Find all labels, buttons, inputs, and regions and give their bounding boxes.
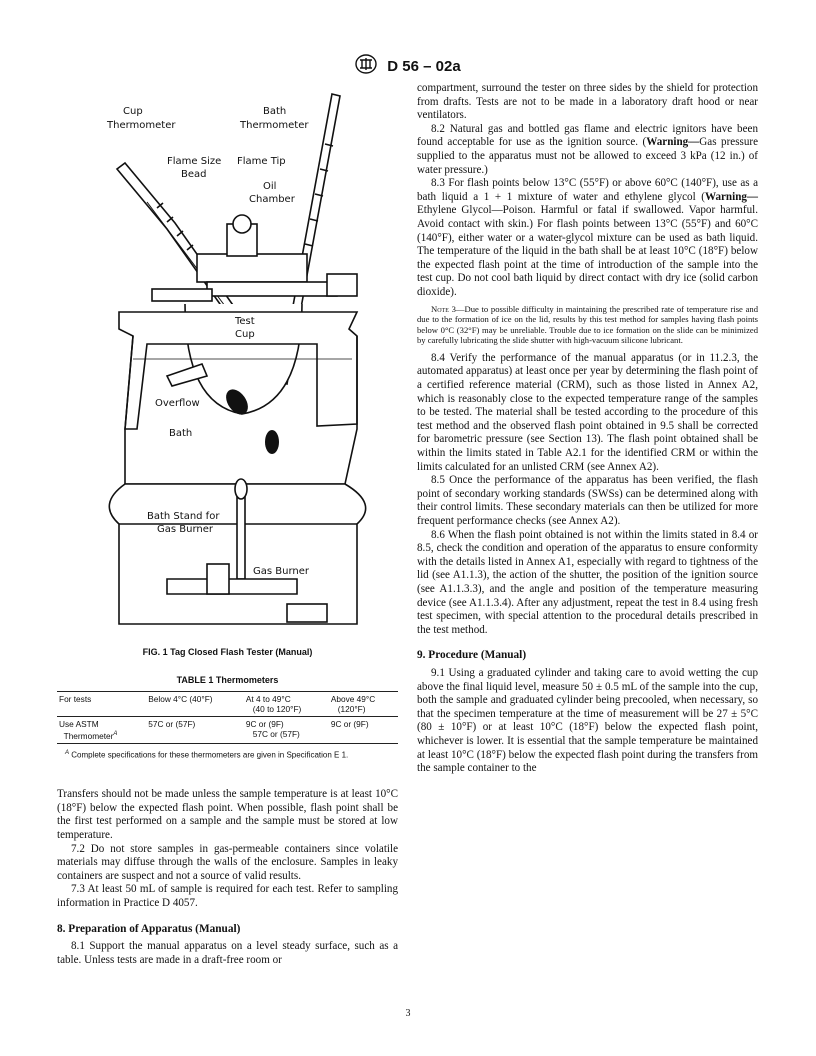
table-footnote: $^A$ Complete specifications for these thermometers are given in Specification E 1.	[65, 749, 349, 760]
section-8-heading: 8. Preparation of Apparatus (Manual)	[57, 922, 241, 935]
label-test-cup-2: Cup	[235, 329, 255, 340]
table-cell: At 4 to 49°C (40 to 120°F)	[244, 692, 329, 717]
label-bath-stand-1: Bath Stand for	[147, 511, 220, 522]
table-row	[57, 717, 398, 744]
paragraph-8-6: 8.6 When the flash point obtained is not within the limits stated in 8.4 or 8.5, check the condition and operation of the apparatus to ensure conformity with the details listed in Annex A1, especially with regard to tightness of the lid (see A1.1.3), the action of the shutter, the position of the ignition source (see A1.1.3.3), and the angle and position of the temperature measuring device (see A1.1.3.4). After any adjustment, repeat the test in 8.4 using fresh test specimen, with special attention to the procedural details prescribed in the test method.	[417, 528, 758, 636]
label-cup-thermometer-1: Cup	[123, 106, 143, 117]
table-cell: 57C or (57F)	[146, 717, 244, 744]
paragraph-8-1-continued: compartment, surround the tester on three sides by the shield for protection from drafts. Tests are not to be made in a laboratory draft hood or near ventilators.	[417, 82, 758, 122]
figure-caption: FIG. 1 Tag Closed Flash Tester (Manual)	[142, 647, 313, 657]
table-cell: Use ASTM Thermometer$^A$	[57, 717, 146, 744]
label-flame-tip: Flame Tip	[237, 156, 286, 167]
table-cell: 9C or (9F) 57C or (57F)	[244, 717, 329, 744]
label-oil-1: Oil	[263, 181, 277, 192]
label-cup-thermometer-2: Thermometer	[107, 120, 176, 131]
paragraph-8-2: 8.2 Natural gas and bottled gas flame and electric ignitors have been found acceptable for use as the ignition source. (Warning—Gas pressure supplied to the apparatus must not be allowed to exceed 3 kPa (12 in.) of water pressure.)	[417, 122, 758, 176]
table-cell: 9C or (9F)	[329, 717, 398, 744]
paragraph-9-1: 9.1 Using a graduated cylinder and taking care to avoid wetting the cup above the final liquid level, measure 50 ± 0.5 mL of the sample into the cup, both the sample and graduated cylinder being precooled, when necessary, so that the specimen temperature at the time of measurement will be 27 ± 5°C (80 ± 10°F) or at least 10°C (18°F) below the expected flash point, whichever is lower. It is essential that the sample temperature be maintained at least 10°C (18°F) below the expected flash point during the transfers from the sample container to the	[417, 666, 758, 775]
label-bath-thermometer-1: Bath	[263, 106, 287, 117]
paragraph-8-5: 8.5 Once the performance of the apparatus has been verified, the flash point of secondary working standards (SWSs) can be determined along with their control limits. These secondary materials can then be utilized for more frequent performance checks (see Annex A2).	[417, 474, 758, 527]
section-9-heading: 9. Procedure (Manual)	[417, 649, 527, 662]
label-gas-burner: Gas Burner	[253, 566, 310, 577]
note-3: Note 3—Due to possible difficulty in maintaining the prescribed rate of temperature rise and due to the formation of ice on the lid, results by this test method for samples having flash points below 0°C (32°F) may be unreliable. Trouble due to ice formation on the slide can be minimized by carefully lubricating the slide shutter with high-vacuum silicone lubricant.	[417, 303, 758, 346]
paragraph-8-1: 8.1 Support the manual apparatus on a level steady surface, such as a table. Unless tests are made in a draft-free room or	[57, 940, 398, 966]
label-overflow: Overflow	[155, 398, 200, 409]
label-test-cup-1: Test	[235, 316, 255, 327]
astm-logo-icon	[355, 54, 377, 79]
table-cell: Below 4°C (40°F)	[146, 692, 244, 717]
paragraph-7-1-continued: Transfers should not be made unless the sample temperature is at least 10°C (18°F) below the expected flash point. When possible, flash point shall be the first test performed on a sample and the sample must be stored at low temperature.	[57, 788, 398, 841]
thermometers-table	[57, 691, 398, 744]
table-title: TABLE 1 Thermometers	[176, 674, 279, 685]
flash-tester-figure	[57, 84, 398, 644]
paragraph-8-3: 8.3 For flash points below 13°C (55°F) or above 60°C (140°F), use as a bath liquid a 1 + 1 mixture of water and ethylene glycol (Warning—Ethylene Glycol—Poison. Harmful or fatal if swallowed. Vapor harmful. Avoid contact with skin.) For flash points between 13°C (55°F) and 60°C (140°F), either water or a water-glycol mixture can be used as bath liquid. The temperature of the liquid in the bath shall be at least 10°C (18°F) below the expected flash point at the time of introduction of the sample into the test cup. Do not cool bath liquid by direct contact with dry ice (solid carbon dioxide).	[417, 177, 758, 298]
label-bath-stand-2: Gas Burner	[157, 524, 214, 535]
label-oil-2: Chamber	[249, 194, 295, 205]
label-flame-size-1: Flame Size	[167, 156, 222, 167]
table-cell: For tests	[57, 692, 146, 717]
page-header	[0, 54, 816, 79]
label-bath-thermometer-2: Thermometer	[240, 120, 309, 131]
document-id: D 56 – 02a	[387, 58, 461, 75]
paragraph-7-2: 7.2 Do not store samples in gas-permeable containers since volatile materials may diffuse through the walls of the enclosure. Samples in leaky containers are suspect and not a source of valid results.	[57, 842, 398, 882]
label-bath: Bath	[169, 428, 193, 439]
flash-tester-drawing	[57, 84, 398, 644]
page-number: 3	[405, 1008, 411, 1019]
table-cell: Above 49°C (120°F)	[329, 692, 398, 717]
paragraph-7-3: 7.3 At least 50 mL of sample is required for each test. Refer to sampling information in Practice D 4057.	[57, 883, 398, 909]
right-column	[417, 82, 758, 776]
left-column	[57, 84, 398, 967]
paragraph-8-4: 8.4 Verify the performance of the manual apparatus (or in 11.2.3, the automated apparatus) at least once per year by determining the flash point of a certified reference material (CRM), such as those listed in Annex A2, which is reasonably close to the expected temperature range of the samples to be tested. The material shall be tested according to the procedure of this test method and the observed flash point obtained in 9.5 shall be corrected for barometric pressure (see Section 13). The flash point obtained shall be within the limits stated in Table A2.1 for the identified CRM or within the limits calculated for an unlisted CRM (see Annex A2).	[417, 351, 758, 473]
table-row	[57, 692, 398, 717]
label-flame-size-2: Bead	[181, 169, 207, 180]
